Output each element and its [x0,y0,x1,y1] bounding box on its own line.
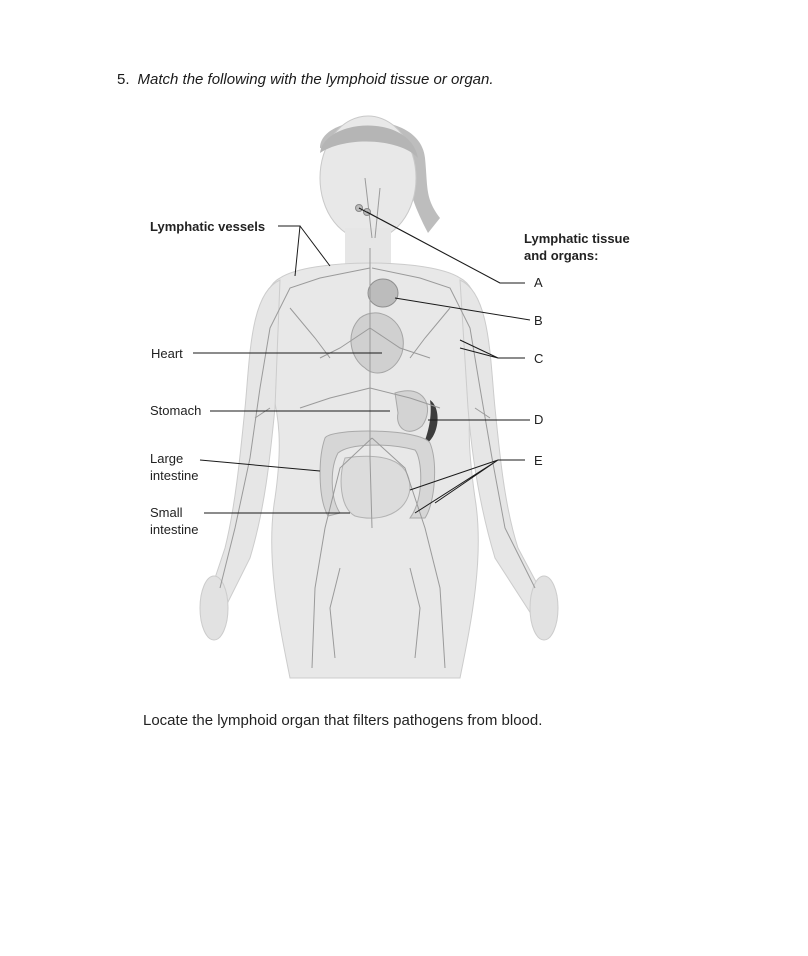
label-small-intestine: Small intestine [150,505,199,537]
small-intestine-organ [341,456,410,518]
label-large-intestine: Large intestine [150,451,199,483]
prompt-text: Locate the lymphoid organ that filters pathogens from blood. [143,712,543,729]
lymphatic-system-figure [140,108,660,683]
letter-a: A [534,275,543,290]
stomach-organ [395,391,428,432]
label-lymphatic-tissue-heading: Lymphatic tissue and organs: [524,231,630,263]
label-heart: Heart [151,346,183,361]
label-lymphatic-vessels: Lymphatic vessels [150,219,266,234]
letter-c: C [534,351,544,366]
question-text: Match the following with the lymphoid tissue or organ. [137,71,494,88]
body-illustration [140,108,660,683]
question-header [117,71,494,88]
letter-d: D [534,412,544,427]
label-stomach: Stomach [150,403,202,418]
left-arm [205,280,280,618]
thymus-organ [368,279,398,307]
letter-e: E [534,453,543,468]
question-number: 5. [117,71,130,88]
left-hand [200,576,228,640]
letter-b: B [534,313,543,328]
